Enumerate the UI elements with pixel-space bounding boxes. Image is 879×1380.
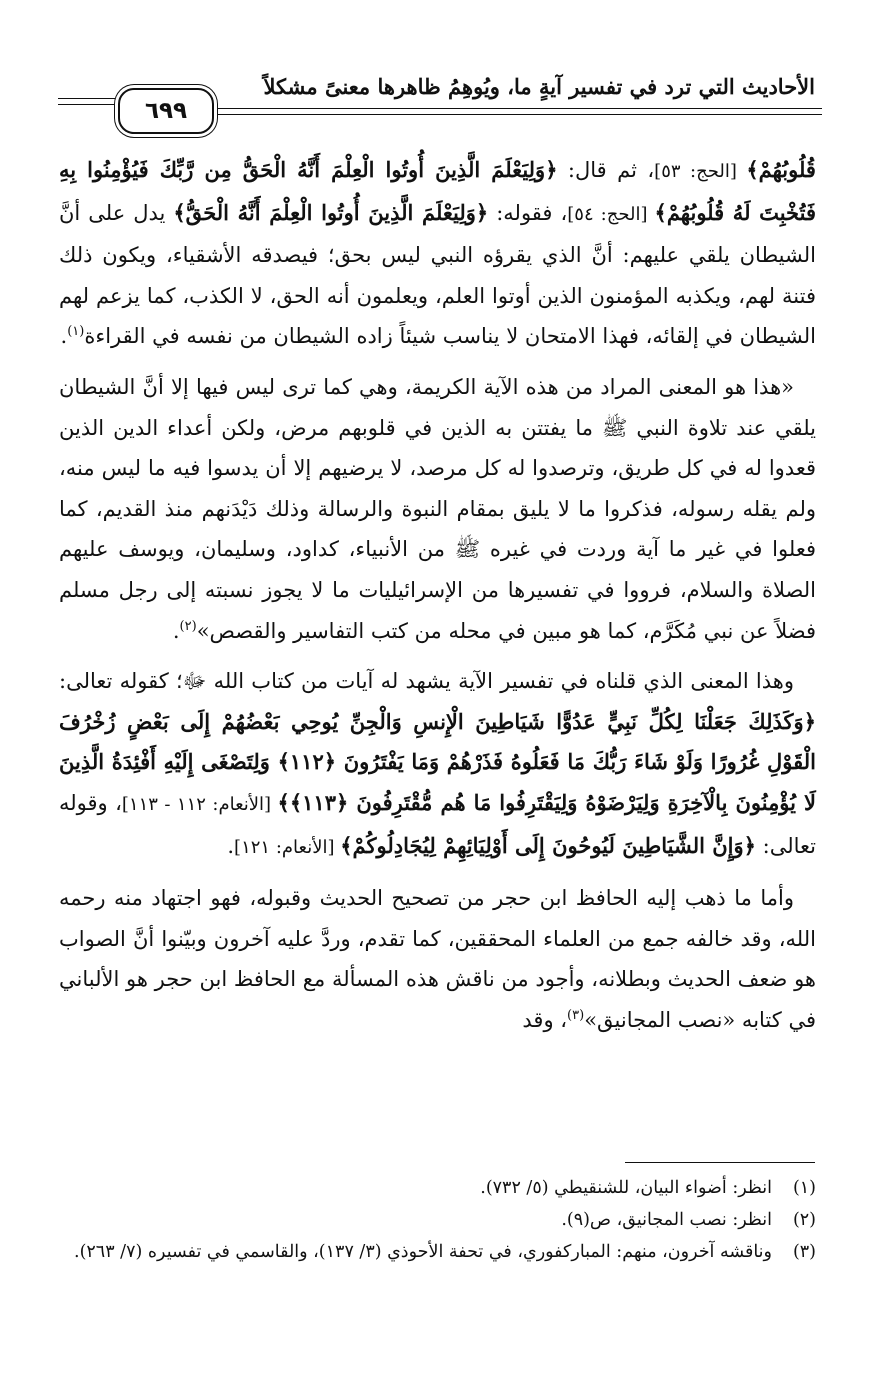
paragraph <box>59 661 816 868</box>
footnote-marker: (٢) <box>179 618 197 634</box>
footnote-text: انظر: نصب المجانيق، ص(٩). <box>561 1210 772 1230</box>
quran-verse: ﴿وَلِيَعْلَمَ الَّذِينَ أُوتُوا الْعِلْمَ أَنَّهُ الْحَقُّ مِن رَّبِّكَ فَيُؤْمِنُوا بِهِ فَتُخْبِتَ لَهُ قُلُوبُهُمْ﴾ <box>59 157 816 225</box>
body-text: «هذا هو المعنى المراد من هذه الآية الكريمة، وهي كما ترى ليس فيها إلا أنَّ الشيطان يلقي عند تلاوة النبي ﷺ ما يفتتن به الذين في قلوبهم مرض، ولكن أعداء الدين الذين قعدوا له في كل طريق، وترصدوا له كل مرصد، لا يرضيهم إلا أن يدسوا فيه ما ليس منه، ولم يقله رسوله، فذكروا ما لا يليق بمقام النبوة والرسالة وذلك دَيْدَنهم منذ القديم، كما فعلوا في غير ما آية وردت في غيره ﷺ من الأنبياء، كداود، وسليمان، ويوسف عليهم الصلاة والسلام، فرووا في تفسيرها من الإسرائيليات ما لا يجوز نسبته إلى رجل مسلم فضلاً عن نبي مُكَرَّم، كما هو مبين في محله من كتب التفاسير والقصص» <box>59 374 816 643</box>
verse-reference: [الحج: ٥٣] <box>654 161 747 182</box>
body-text: وأما ما ذهب إليه الحافظ ابن حجر من تصحيح الحديث وقبوله، فهو اجتهاد منه رحمه الله، وقد خالفه جمع من العلماء المحققين، كما تقدم، وردَّ عليه آخرون وبيّنوا أنَّ الصواب هو ضعف الحديث وبطلانه، وأجود من ناقش هذه المسألة مع الحافظ ابن حجر هو الألباني في كتابه «نصب المجانيق» <box>59 886 816 1032</box>
main-text <box>59 150 816 1050</box>
verse-reference: [الأنعام: ١٢١] <box>234 836 341 858</box>
footnote-text: وناقشه آخرون، منهم: المباركفوري، في تحفة الأحوذي (٣/ ١٣٧)، والقاسمي في تفسيره (٧/ ٢٦٣). <box>74 1242 772 1262</box>
quran-verse: قُلُوبُهُمْ﴾ <box>746 157 816 182</box>
paragraph <box>59 878 816 1040</box>
body-text: . <box>227 833 235 858</box>
verse-reference: [الحج: ٥٤] <box>567 203 655 225</box>
header-rule-right-top <box>210 108 822 109</box>
footnote <box>59 1172 816 1204</box>
verse-reference: [الأنعام: ١١٢ - ١١٣] <box>121 793 278 815</box>
page-number: ٦٩٩ <box>118 88 214 134</box>
body-text: وهذا المعنى الذي قلناه في تفسير الآية يشهد له آيات من كتاب الله ﷻ؛ كقوله تعالى: <box>59 669 794 694</box>
quran-verse: ﴿وَإِنَّ الشَّيَاطِينَ لَيُوحُونَ إِلَى أَوْلِيَائِهِمْ لِيُجَادِلُوكُمْ﴾ <box>340 832 756 858</box>
body-text: . <box>60 324 68 349</box>
body-text: يدل على أنَّ الشيطان يلقي عليهم: أنَّ الذي يقرؤه النبي ليس بحق؛ فيصدقه الأشقياء، ويكون ذلك فتنة لهم، ويكذبه المؤمنون الذين أوتوا العلم، ويعلمون أنه الحق، لا الكذب، كما يزعم لهم الشيطان في إلقائه، فهذا الامتحان لا يناسب شيئاً زاده الشيطان من نفسه في القراءة <box>59 200 816 349</box>
footnote-number: (١) <box>792 1178 816 1198</box>
footnote-marker: (١) <box>67 324 85 340</box>
footnote <box>59 1204 816 1236</box>
footnote-separator <box>625 1162 815 1163</box>
footnote-marker: (٣) <box>567 1007 585 1023</box>
body-text: ، وقوله تعالى: <box>59 790 816 858</box>
quran-verse: ﴿وَلِيَعْلَمَ الَّذِينَ أُوتُوا الْعِلْمَ أَنَّهُ الْحَقُّ﴾ <box>173 199 489 225</box>
body-text: ، فقوله: <box>488 200 568 225</box>
header-rule-left-bottom <box>58 104 118 105</box>
body-text: . <box>172 618 180 643</box>
paragraph <box>59 150 816 357</box>
footnote-number: (٣) <box>792 1242 816 1262</box>
paragraph <box>59 367 816 651</box>
footnotes <box>59 1172 816 1268</box>
footnote-number: (٢) <box>792 1210 816 1230</box>
header-rule-right-bottom <box>210 114 822 115</box>
running-header-title: الأحاديث التي ترد في تفسير آيةٍ ما، ويُوهِمُ ظاهرها معنىً مشكلاً <box>263 74 815 99</box>
header-rule-left-top <box>58 98 118 99</box>
footnote <box>59 1236 816 1268</box>
footnote-text: انظر: أضواء البيان، للشنقيطي (٥/ ٧٣٢). <box>480 1178 772 1198</box>
body-text: ، ثم قال: <box>557 158 655 182</box>
body-text: ، وقد <box>522 1007 568 1032</box>
quran-verse: ﴿وَكَذَلِكَ جَعَلْنَا لِكُلِّ نَبِيٍّ عَدُوًّا شَيَاطِينَ الْإِنسِ وَالْجِنِّ يُوحِي بَعْضُهُمْ إِلَى بَعْضٍ زُخْرُفَ الْقَوْلِ غُرُورًا وَلَوْ شَاءَ رَبُّكَ مَا فَعَلُوهُ فَذَرْهُمْ وَمَا يَفْتَرُونَ ﴿١١٢﴾ وَلِتَصْغَى إِلَيْهِ أَفْئِدَةُ الَّذِينَ لَا يُؤْمِنُونَ بِالْآخِرَةِ وَلِيَرْضَوْهُ وَلِيَقْتَرِفُوا مَا هُم مُّقْتَرِفُونَ ﴿١١٣﴾﴾ <box>59 708 817 815</box>
